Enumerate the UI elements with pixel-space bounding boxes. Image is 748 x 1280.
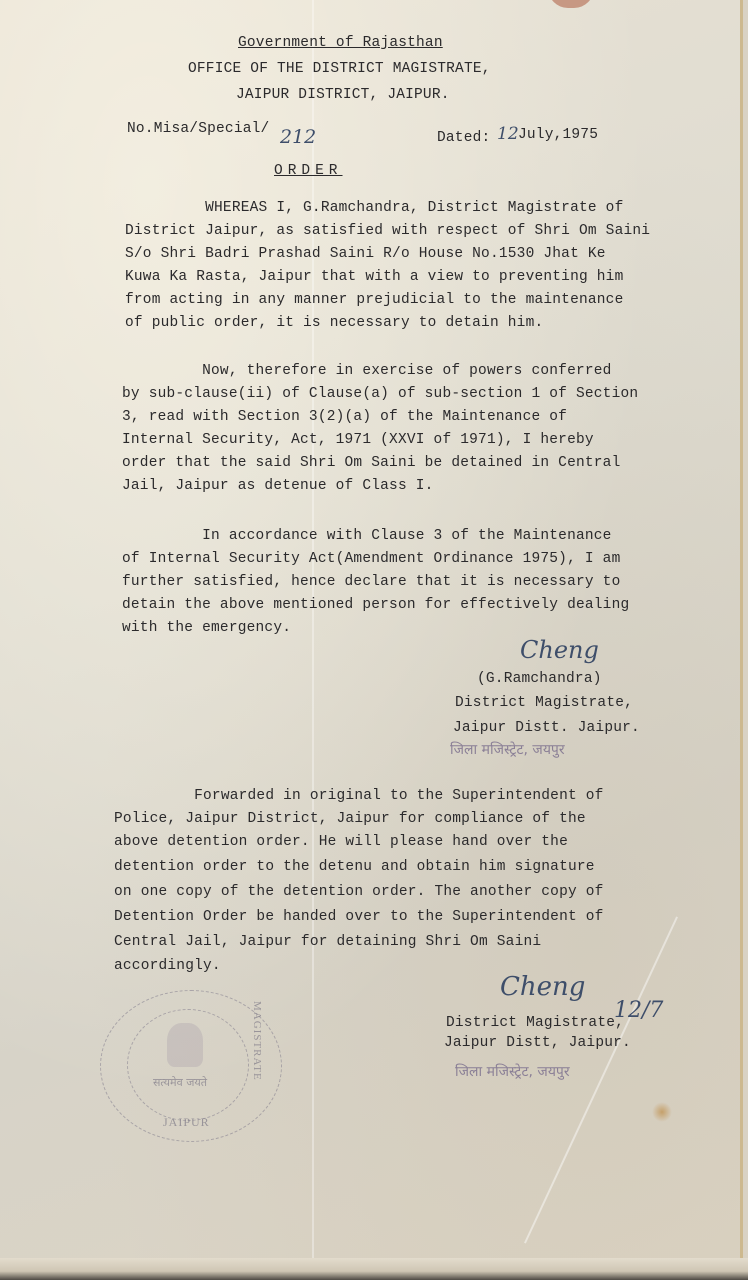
rubber-stamp-hindi: जिला मजिस्ट्रेट, जयपुर <box>455 1064 570 1080</box>
paragraph-line: above detention order. He will please hand over the <box>114 834 568 850</box>
district-heading: JAIPUR DISTRICT, JAIPUR. <box>236 87 450 103</box>
signatory-designation: District Magistrate, <box>446 1015 625 1031</box>
signatory-location: Jaipur Distt. Jaipur. <box>453 720 640 736</box>
paragraph-line: Jail, Jaipur as detenue of Class I. <box>122 478 434 494</box>
signature-handwritten: Cheng <box>520 636 599 664</box>
signatory-location: Jaipur Distt, Jaipur. <box>444 1035 631 1051</box>
page-bottom-edge <box>0 1258 748 1280</box>
government-heading: Government of Rajasthan <box>238 35 443 51</box>
paragraph-line: Central Jail, Jaipur for detaining Shri Om Saini <box>114 934 542 950</box>
official-seal <box>100 990 282 1142</box>
signature-date-handwritten: 12/7 <box>614 998 664 1023</box>
paragraph-line: District Jaipur, as satisfied with respect of Shri Om Saini <box>125 223 651 239</box>
order-number-handwritten: 212 <box>280 126 317 148</box>
order-title: ORDER <box>274 163 343 179</box>
paragraph-line: detain the above mentioned person for effectively dealing <box>122 597 630 613</box>
seal-arc-text: MAGISTRATE <box>251 1001 263 1081</box>
paragraph-line: order that the said Shri Om Saini be detained in Central <box>122 455 621 471</box>
order-number-label: No.Misa/Special/ <box>127 121 270 137</box>
paragraph-line: further satisfied, hence declare that it is necessary to <box>122 574 621 590</box>
paragraph-line: on one copy of the detention order. The another copy of <box>114 884 604 900</box>
rubber-stamp-hindi: जिला मजिस्ट्रेट, जयपुर <box>450 742 565 758</box>
paragraph-line: Kuwa Ka Rasta, Jaipur that with a view to preventing him <box>125 269 624 285</box>
paper-stain <box>652 1102 672 1122</box>
paper-fold <box>312 0 314 1258</box>
signatory-name: (G.Ramchandra) <box>477 671 602 687</box>
paragraph-line: detention order to the detenu and obtain him signature <box>114 859 595 875</box>
paragraph-line: In accordance with Clause 3 of the Maintenance <box>122 528 612 544</box>
dated-day-handwritten: 12 <box>497 124 519 144</box>
paragraph-line: Now, therefore in exercise of powers conferred <box>122 363 612 379</box>
seal-bottom-text: JAIPUR <box>163 1115 210 1129</box>
signatory-designation: District Magistrate, <box>455 695 634 711</box>
paragraph-line: by sub-clause(ii) of Clause(a) of sub-section 1 of Section <box>122 386 639 402</box>
dated-month-year: July,1975 <box>518 127 599 143</box>
paragraph-line: with the emergency. <box>122 620 292 636</box>
paragraph-line: accordingly. <box>114 958 221 974</box>
paragraph-line: Police, Jaipur District, Jaipur for compliance of the <box>114 811 586 827</box>
dated-label: Dated: <box>437 130 491 146</box>
office-heading: OFFICE OF THE DISTRICT MAGISTRATE, <box>188 61 491 77</box>
paragraph-line: Detention Order be handed over to the Superintendent of <box>114 909 604 925</box>
paragraph-line: of Internal Security Act(Amendment Ordinance 1975), I am <box>122 551 621 567</box>
paragraph-line: WHEREAS I, G.Ramchandra, District Magistrate of <box>125 200 624 216</box>
paragraph-line: from acting in any manner prejudicial to the maintenance <box>125 292 624 308</box>
seal-motto: सत्यमेव जयते <box>153 1076 208 1089</box>
paragraph-line: of public order, it is necessary to detain him. <box>125 315 544 331</box>
national-emblem-icon <box>167 1023 203 1067</box>
paragraph-line: Forwarded in original to the Superintendent of <box>114 788 604 804</box>
paragraph-line: 3, read with Section 3(2)(a) of the Maintenance of <box>122 409 568 425</box>
paragraph-line: S/o Shri Badri Prashad Saini R/o House No.1530 Jhat Ke <box>125 246 606 262</box>
signature-handwritten: Cheng <box>500 972 586 1002</box>
paragraph-line: Internal Security, Act, 1971 (XXVI of 1971), I hereby <box>122 432 594 448</box>
